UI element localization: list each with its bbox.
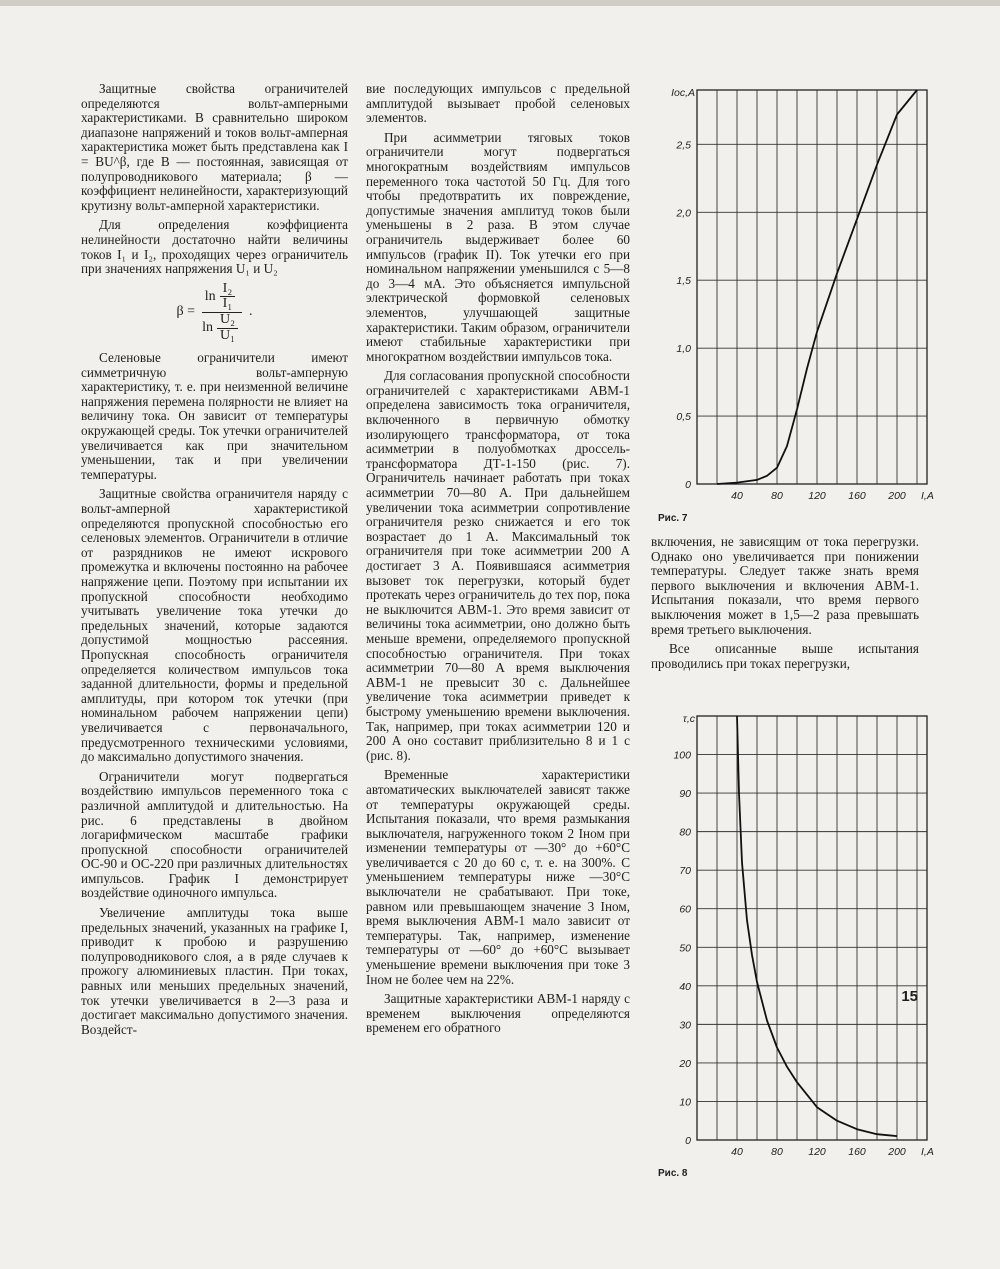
y-axis-label: Iос,А [671, 87, 695, 99]
y-tick-label: 30 [679, 1019, 691, 1032]
y-tick-label: 20 [679, 1057, 691, 1070]
figure-7-svg [655, 80, 935, 510]
paragraph: Все описанные выше испытания проводились при токах перегрузки, [651, 641, 919, 671]
y-tick-label: 1,0 [676, 343, 691, 356]
y-tick-label: 10 [679, 1096, 691, 1109]
formula-numerator [202, 282, 242, 313]
y-tick-label: 2,5 [676, 139, 691, 152]
y-tick-label: 50 [679, 942, 691, 955]
paragraph: Защитные свойства ограничителей определяются вольт-амперными характеристиками. В сравнительно широком диапазоне напряжений и токов вольт-амперная характеристика может быть представлена как I = BU^β, где B — постоянная, зависящая от полупроводникового материала; β — коэффициент нелинейности, характеризующий крутизну вольт-амперной характеристики. [81, 81, 348, 213]
paragraph: Для определения коэффициента нелинейности достаточно найти величины токов I₁ и I₂, проходящих через ограничитель при значениях напряжения U₁ и U₂ [81, 217, 348, 277]
plot-frame [697, 716, 927, 1140]
formula-fraction [199, 282, 245, 343]
paragraph: При асимметрии тяговых токов ограничители могут подвергаться многократным воздействиям импульсов переменного тока частотой 50 Гц. Для того чтобы предотвратить их повреждение, допустимые значения амплитуд токов были уменьшены в 2 раза. В этом случае ограничитель выдерживает более 60 импульсов (график II). Ток утечки его при номинальном напряжении уменьшился с 5—8 до 3—4 мА. Это объясняется импульсной электрической формовкой селеновых элементов, улучшающей защитные характеристики. Таким образом, ограничители имеют стабильные характеристики при многократном воздействии импульсов тока. [366, 129, 630, 364]
x-tick-label: 200 [888, 490, 906, 502]
page-edge [0, 0, 1000, 6]
x-tick-label: 40 [731, 490, 743, 502]
formula-u-fraction [217, 313, 238, 343]
formula-ln: ln [202, 319, 213, 335]
formula-denominator [199, 313, 245, 343]
beta-formula [81, 282, 348, 343]
formula-i2: I₂ [220, 282, 236, 298]
y-tick-label: 60 [679, 903, 691, 916]
formula-ln: ln [204, 288, 216, 304]
figure-7-chart [655, 80, 935, 510]
formula-dot: . [248, 304, 253, 320]
paragraph: Защитные свойства ограничителя наряду с вольт-амперной характеристикой определяются пропускной способностью его селеновых элементов. Ограничители в отличие от разрядников не имеют искрового промежутка и включены постоянно на рабочее напряжение цепи. Поэтому при испытании их пропускной способности необходимо учитывать увеличение тока утечки до предельных значений, которые задаются допустимой мощностью рассеяния. Пропускная способность ограничителя определяется количеством импульсов тока заданной длительности, формы и предельной амплитуды, при котором ток утечки (при номинальном рабочем напряжении цепи) увеличивается с первоначального, предусмотренного техническими условиями, до максимально допустимого значения. [81, 486, 348, 765]
figure-8-caption: Рис. 8 [658, 1168, 688, 1179]
formula-u2: U₂ [217, 313, 238, 329]
y-tick-label: 0 [685, 1135, 691, 1147]
plot-frame [697, 90, 927, 484]
figure-7-caption: Рис. 7 [658, 513, 688, 524]
y-tick-label: 2,0 [676, 207, 691, 220]
paragraph: Временные характеристики автоматических выключателей зависят также от температуры окружающей среды. Испытания показали, что время размыкания выключателя, нагруженного током 2 Iном при изменении температуры от —30° до +60°С увеличивается с 20 до 60 с, т. е. на 300%. С уменьшением температуры ниже —30°С выключатели не срабатывают. При токе, равном или превышающем значение 3 Iном, время выключения АВМ-1 мало зависит от температуры. Так, например, изменение температуры от —60° до +60°С вызывает уменьшение времени выключения при токе 3 Iном не более чем на 22%. [366, 767, 630, 987]
y-tick-label: 40 [679, 980, 691, 993]
paragraph: вие последующих импульсов с предельной амплитудой вызывает пробой селеновых элементов. [366, 81, 630, 126]
x-tick-label: 120 [808, 490, 826, 502]
text-column-1 [81, 82, 348, 1042]
y-tick-label: 80 [679, 826, 691, 839]
x-tick-label: 200 [888, 1146, 906, 1158]
x-tick-label: 80 [771, 1146, 783, 1158]
paragraph: Ограничители могут подвергаться воздействию импульсов переменного тока с различной амплитудой и длительностью. На рис. 6 представлены в двойном логарифмическом масштабе графики пропускной способности ограничителей ОС-90 и ОС-220 при различных длительностях импульсов. График I демонстрирует воздействие одиночного импульса. [81, 768, 348, 901]
figure-8-svg [655, 712, 935, 1167]
paragraph: Защитные характеристики АВМ-1 наряду с временем выключения определяются временем его обратного [366, 991, 630, 1036]
y-tick-label: 100 [673, 749, 691, 762]
paragraph: Селеновые ограничители имеют симметричную вольт-амперную характеристику, т. е. при неизменной величине напряжения перемена полярности не влияет на величину тока. Он зависит от температуры окружающей среды. Ток утечки ограничителей увеличивается как при значительном уменьшении, так и при увеличении температуры. [81, 350, 348, 482]
page-number: 15 [901, 988, 918, 1005]
paragraph: Для согласования пропускной способности ограничителей с характеристиками АВМ-1 определена зависимость тока ограничителя, включенного в первичную обмотку изолирующего трансформатора, от тока асимметрии в полуобмотках дроссель-трансформатора ДТ-1-150 (рис. 7). Ограничитель начинает работать при токах асимметрии 70—80 А. При дальнейшем увеличении тока асимметрии сопротивление ограничителя резко снижается и его ток возрастает до 1 А. Максимальный ток ограничителя при токе асимметрии 200 А достигает 3 А. Появившаяся асимметрия вызовет ток перегрузки, который будет протекать через ограничитель до тех пор, пока не выключится АВМ-1. Это время зависит от величины тока асимметрии, оно должно быть меньше времени, определяемого пропускной способностью ограничителя. При токах асимметрии 70—80 А время выключения АВМ-1 не превысит 30 с. Дальнейшее увеличение тока асимметрии приведет к быстрому уменьшению времени выключения. Так, например, при токах асимметрии 120 и 200 А оно составит приблизительно 8 и 1 с (рис. 8). [366, 368, 630, 763]
formula-i-fraction [220, 282, 236, 312]
x-axis-label: I,A [921, 490, 934, 502]
y-axis-label: τ,с [682, 713, 695, 725]
paragraph: Увеличение амплитуды тока выше предельных значений, указанных на графике I, приводит к пробою и разрушению полупроводникового слоя, а в ряде случаев к прожогу алюминиевых пластин. При токах, равных или меньших предельных значений, ток утечки увеличивается в 2—3 раза и достигает максимально допустимого значения. Воздейст- [81, 905, 348, 1037]
text-column-3 [651, 535, 919, 676]
x-tick-label: 160 [848, 1146, 866, 1158]
x-tick-label: 80 [771, 490, 783, 502]
x-tick-label: 40 [731, 1146, 743, 1158]
figure-8-chart [655, 712, 935, 1167]
formula-beta: β = [176, 304, 196, 320]
x-axis-label: I,A [921, 1146, 934, 1158]
x-tick-label: 120 [808, 1146, 826, 1158]
formula-i1: I₁ [222, 296, 233, 312]
y-tick-label: 90 [679, 788, 691, 801]
paragraph: включения, не зависящим от тока перегрузки. Однако оно увеличивается при понижении температуры. Следует также знать время первого выключения и включения АВМ-1. Испытания показали, что время первого выключения может в 1,5—2 раза превышать время третьего выключения. [651, 534, 919, 637]
y-tick-label: 0 [685, 479, 691, 491]
y-tick-label: 1,5 [676, 275, 691, 288]
y-tick-label: 70 [679, 865, 691, 878]
x-tick-label: 160 [848, 490, 866, 502]
formula-u1: U₁ [219, 327, 235, 343]
y-tick-label: 0,5 [676, 411, 691, 424]
text-column-2 [366, 82, 630, 1041]
